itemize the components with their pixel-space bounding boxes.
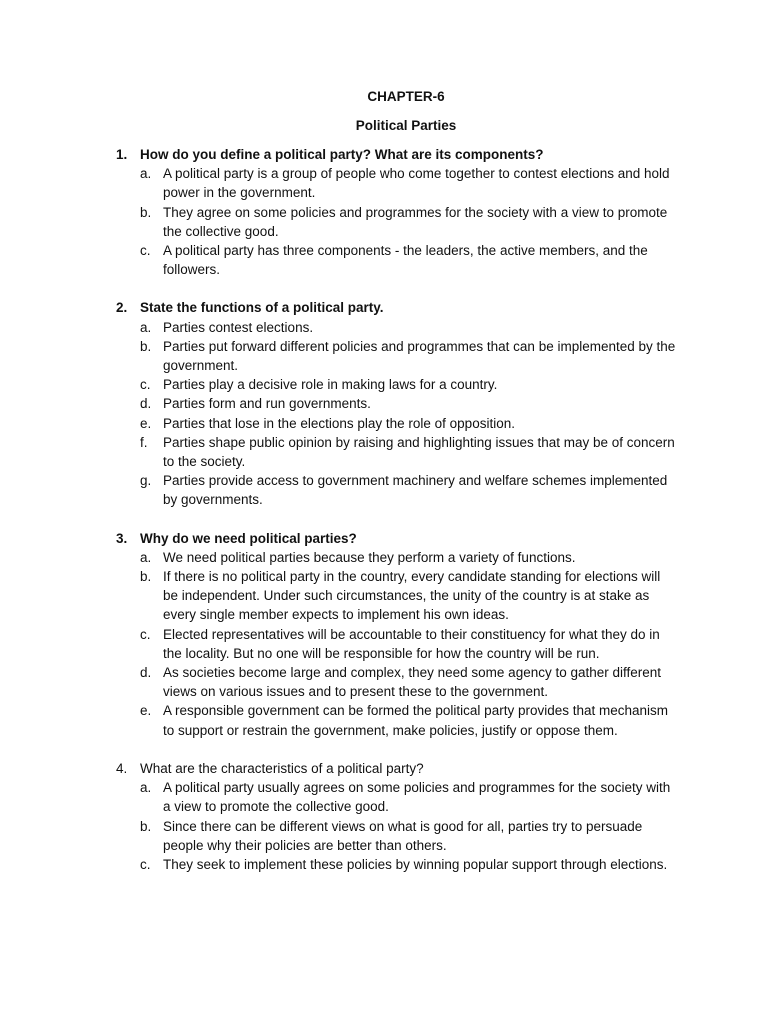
- answer-list: [116, 318, 676, 510]
- answer-letter: c.: [140, 856, 151, 872]
- answer-letter: e.: [140, 415, 152, 431]
- answer-list: [116, 778, 676, 874]
- question-2: [116, 298, 676, 509]
- answer-item: [140, 318, 676, 337]
- answer-letter: d.: [140, 665, 152, 681]
- answer-item: [140, 663, 676, 701]
- answer-text: Parties play a decisive role in making laws for a country.: [163, 377, 498, 393]
- answer-letter: d.: [140, 396, 152, 412]
- answer-text: Elected representatives will be accountable to their constituency for what they do in the locality. But no one will be responsible for how the country will be run.: [163, 626, 660, 661]
- answer-text: Parties that lose in the elections play the role of opposition.: [163, 415, 515, 431]
- page-title: Political Parties: [355, 118, 457, 133]
- question-number: 3.: [116, 530, 128, 546]
- answer-text: A political party is a group of people who come together to contest elections and hold power in the government.: [163, 166, 670, 201]
- answer-text: Parties put forward different policies and programmes that can be implemented by the government.: [163, 338, 676, 374]
- chapter-heading: CHAPTER-6: [367, 89, 445, 104]
- question-text: State the functions of a political party.: [140, 300, 384, 316]
- answer-item: [140, 548, 676, 567]
- answer-text: Parties form and run governments.: [163, 396, 371, 412]
- answer-letter: c.: [140, 626, 151, 642]
- question-text: Why do we need political parties?: [140, 530, 357, 546]
- answer-text: If there is no political party in the country, every candidate standing for elections will be independent. Under such circumstances, the unity of the country is at stake as every single member expects to implement his own ideas.: [163, 569, 661, 623]
- answer-item: [140, 203, 676, 241]
- answer-text: Parties contest elections.: [163, 319, 314, 335]
- answer-text: They seek to implement these policies by winning popular support through elections.: [163, 856, 668, 872]
- answer-letter: a.: [140, 319, 152, 335]
- question-heading: [116, 145, 676, 164]
- question-heading: [116, 298, 676, 317]
- answer-item: [140, 701, 676, 739]
- answer-list: [116, 164, 676, 279]
- answer-item: [140, 778, 676, 816]
- question-heading: [116, 759, 676, 778]
- answer-text: A political party usually agrees on some policies and programmes for the society with a view to promote the collective good.: [163, 780, 671, 815]
- question-heading: [116, 529, 676, 548]
- answer-letter: e.: [140, 703, 152, 719]
- answer-text: A responsible government can be formed the political party provides that mechanism to support or restrain the government, make policies, justify or oppose them.: [163, 703, 669, 738]
- answer-item: [140, 164, 676, 202]
- answer-letter: b.: [140, 338, 152, 354]
- answer-text: Parties provide access to government machinery and welfare schemes implemented by governments.: [163, 473, 668, 508]
- answer-text: They agree on some policies and programmes for the society with a view to promote the collective good.: [163, 204, 668, 239]
- question-number: 1.: [116, 147, 128, 162]
- answer-item: [140, 375, 676, 394]
- answer-item: [140, 433, 676, 471]
- answer-item: [140, 241, 676, 279]
- answer-text: A political party has three components - the leaders, the active members, and the followers.: [163, 243, 648, 278]
- answer-item: [140, 817, 676, 855]
- answer-letter: b.: [140, 569, 152, 585]
- answer-text: We need political parties because they perform a variety of functions.: [163, 549, 576, 565]
- answer-letter: c.: [140, 243, 151, 259]
- answer-item: [140, 414, 676, 433]
- answer-item: [140, 337, 676, 375]
- answer-item: [140, 855, 676, 874]
- question-3: [116, 529, 676, 740]
- answer-text: Since there can be different views on what is good for all, parties try to persuade people why their policies are better than others.: [163, 818, 643, 853]
- question-number: 4.: [116, 760, 128, 776]
- answer-list: [116, 548, 676, 740]
- answer-letter: a.: [140, 780, 152, 796]
- question-text: How do you define a political party? What are its components?: [140, 147, 544, 162]
- answer-letter: a.: [140, 549, 152, 565]
- question-4: [116, 759, 676, 874]
- answer-text: As societies become large and complex, they need some agency to gather different views on various issues and to present these to the government.: [163, 665, 662, 700]
- question-1: [116, 145, 676, 279]
- answer-letter: a.: [140, 166, 152, 182]
- question-text: What are the characteristics of a political party?: [140, 760, 424, 776]
- answer-text: Parties shape public opinion by raising and highlighting issues that may be of concern to the society.: [163, 434, 675, 470]
- answer-letter: b.: [140, 818, 152, 834]
- answer-letter: c.: [140, 377, 151, 393]
- answer-item: [140, 471, 676, 509]
- question-number: 2.: [116, 300, 128, 316]
- answer-letter: g.: [140, 473, 152, 489]
- answer-letter: f.: [140, 434, 148, 450]
- answer-item: [140, 394, 676, 413]
- answer-letter: b.: [140, 204, 152, 220]
- answer-item: [140, 567, 676, 625]
- answer-item: [140, 625, 676, 663]
